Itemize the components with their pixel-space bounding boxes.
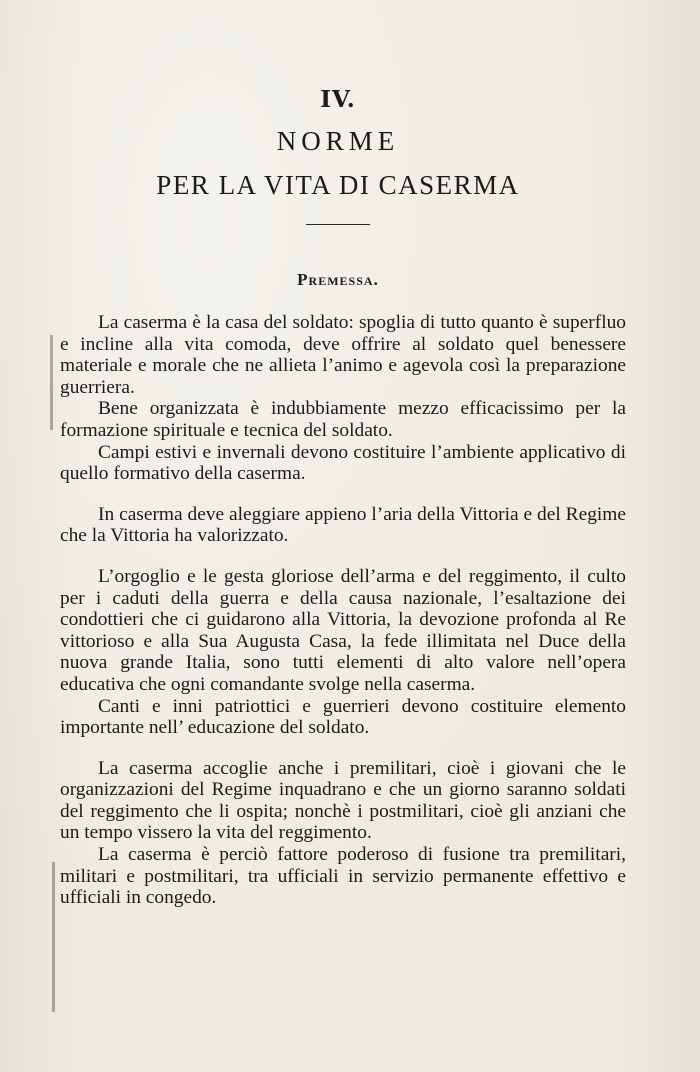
- section-heading: Premessa.: [297, 270, 379, 289]
- paragraph-1: La caserma è la casa del soldato: spoglia di tutto quanto è superfluo e incline alla vita comoda, deve offrire al soldato quel benessere materiale e morale che ne allieta l’animo e agevola così la preparazione guerriera.: [60, 312, 626, 398]
- title-divider: [306, 224, 370, 225]
- paragraph-3: Campi estivi e invernali devono costituire l’ambiente applicativo di quello formativo della caserma.: [60, 441, 626, 485]
- margin-pencil-mark: [50, 335, 53, 430]
- paragraph-4: In caserma deve aleggiare appieno l’aria della Vittoria e del Regime che la Vittoria ha valorizzato.: [60, 503, 626, 547]
- paragraph-8: La caserma è perciò fattore poderoso di fusione tra premilitari, militari e postmilitari, tra ufficiali in servizio permanente effettivo e ufficiali in congedo.: [60, 844, 626, 909]
- chapter-title-line-2: PER LA VITA DI CASERMA: [156, 170, 520, 200]
- paragraph-6: Canti e inni patriottici e guerrieri devono costituire elemento importante nell’ educazione del soldato.: [60, 695, 626, 739]
- chapter-number: IV.: [320, 86, 356, 113]
- body-text: [60, 312, 626, 909]
- paragraph-2: Bene organizzata è indubbiamente mezzo efficacissimo per la formazione spirituale e tecnica del soldato.: [60, 398, 626, 441]
- chapter-title-line-1: NORME: [276, 126, 400, 156]
- paragraph-5: L’orgoglio e le gesta gloriose dell’arma e del reggimento, il culto per i caduti della guerra e della causa nazionale, l’esaltazione dei condottieri che ci guidarono alla Vittoria, la devozione profonda al Re vittorioso e alla Sua Augusta Casa, la fede illimitata nel Duce della nuova grande Italia, sono tutti elementi di alto valore nell’opera educativa che ogni comandante svolge nella caserma.: [60, 565, 626, 695]
- margin-pencil-mark: [52, 862, 55, 1012]
- paragraph-7: La caserma accoglie anche i premilitari, cioè i giovani che le organizzazioni del Regime inquadrano e che un giorno saranno soldati del reggimento che li ospita; nonchè i postmilitari, cioè gli anziani che un tempo vissero la vita del reggimento.: [60, 757, 626, 844]
